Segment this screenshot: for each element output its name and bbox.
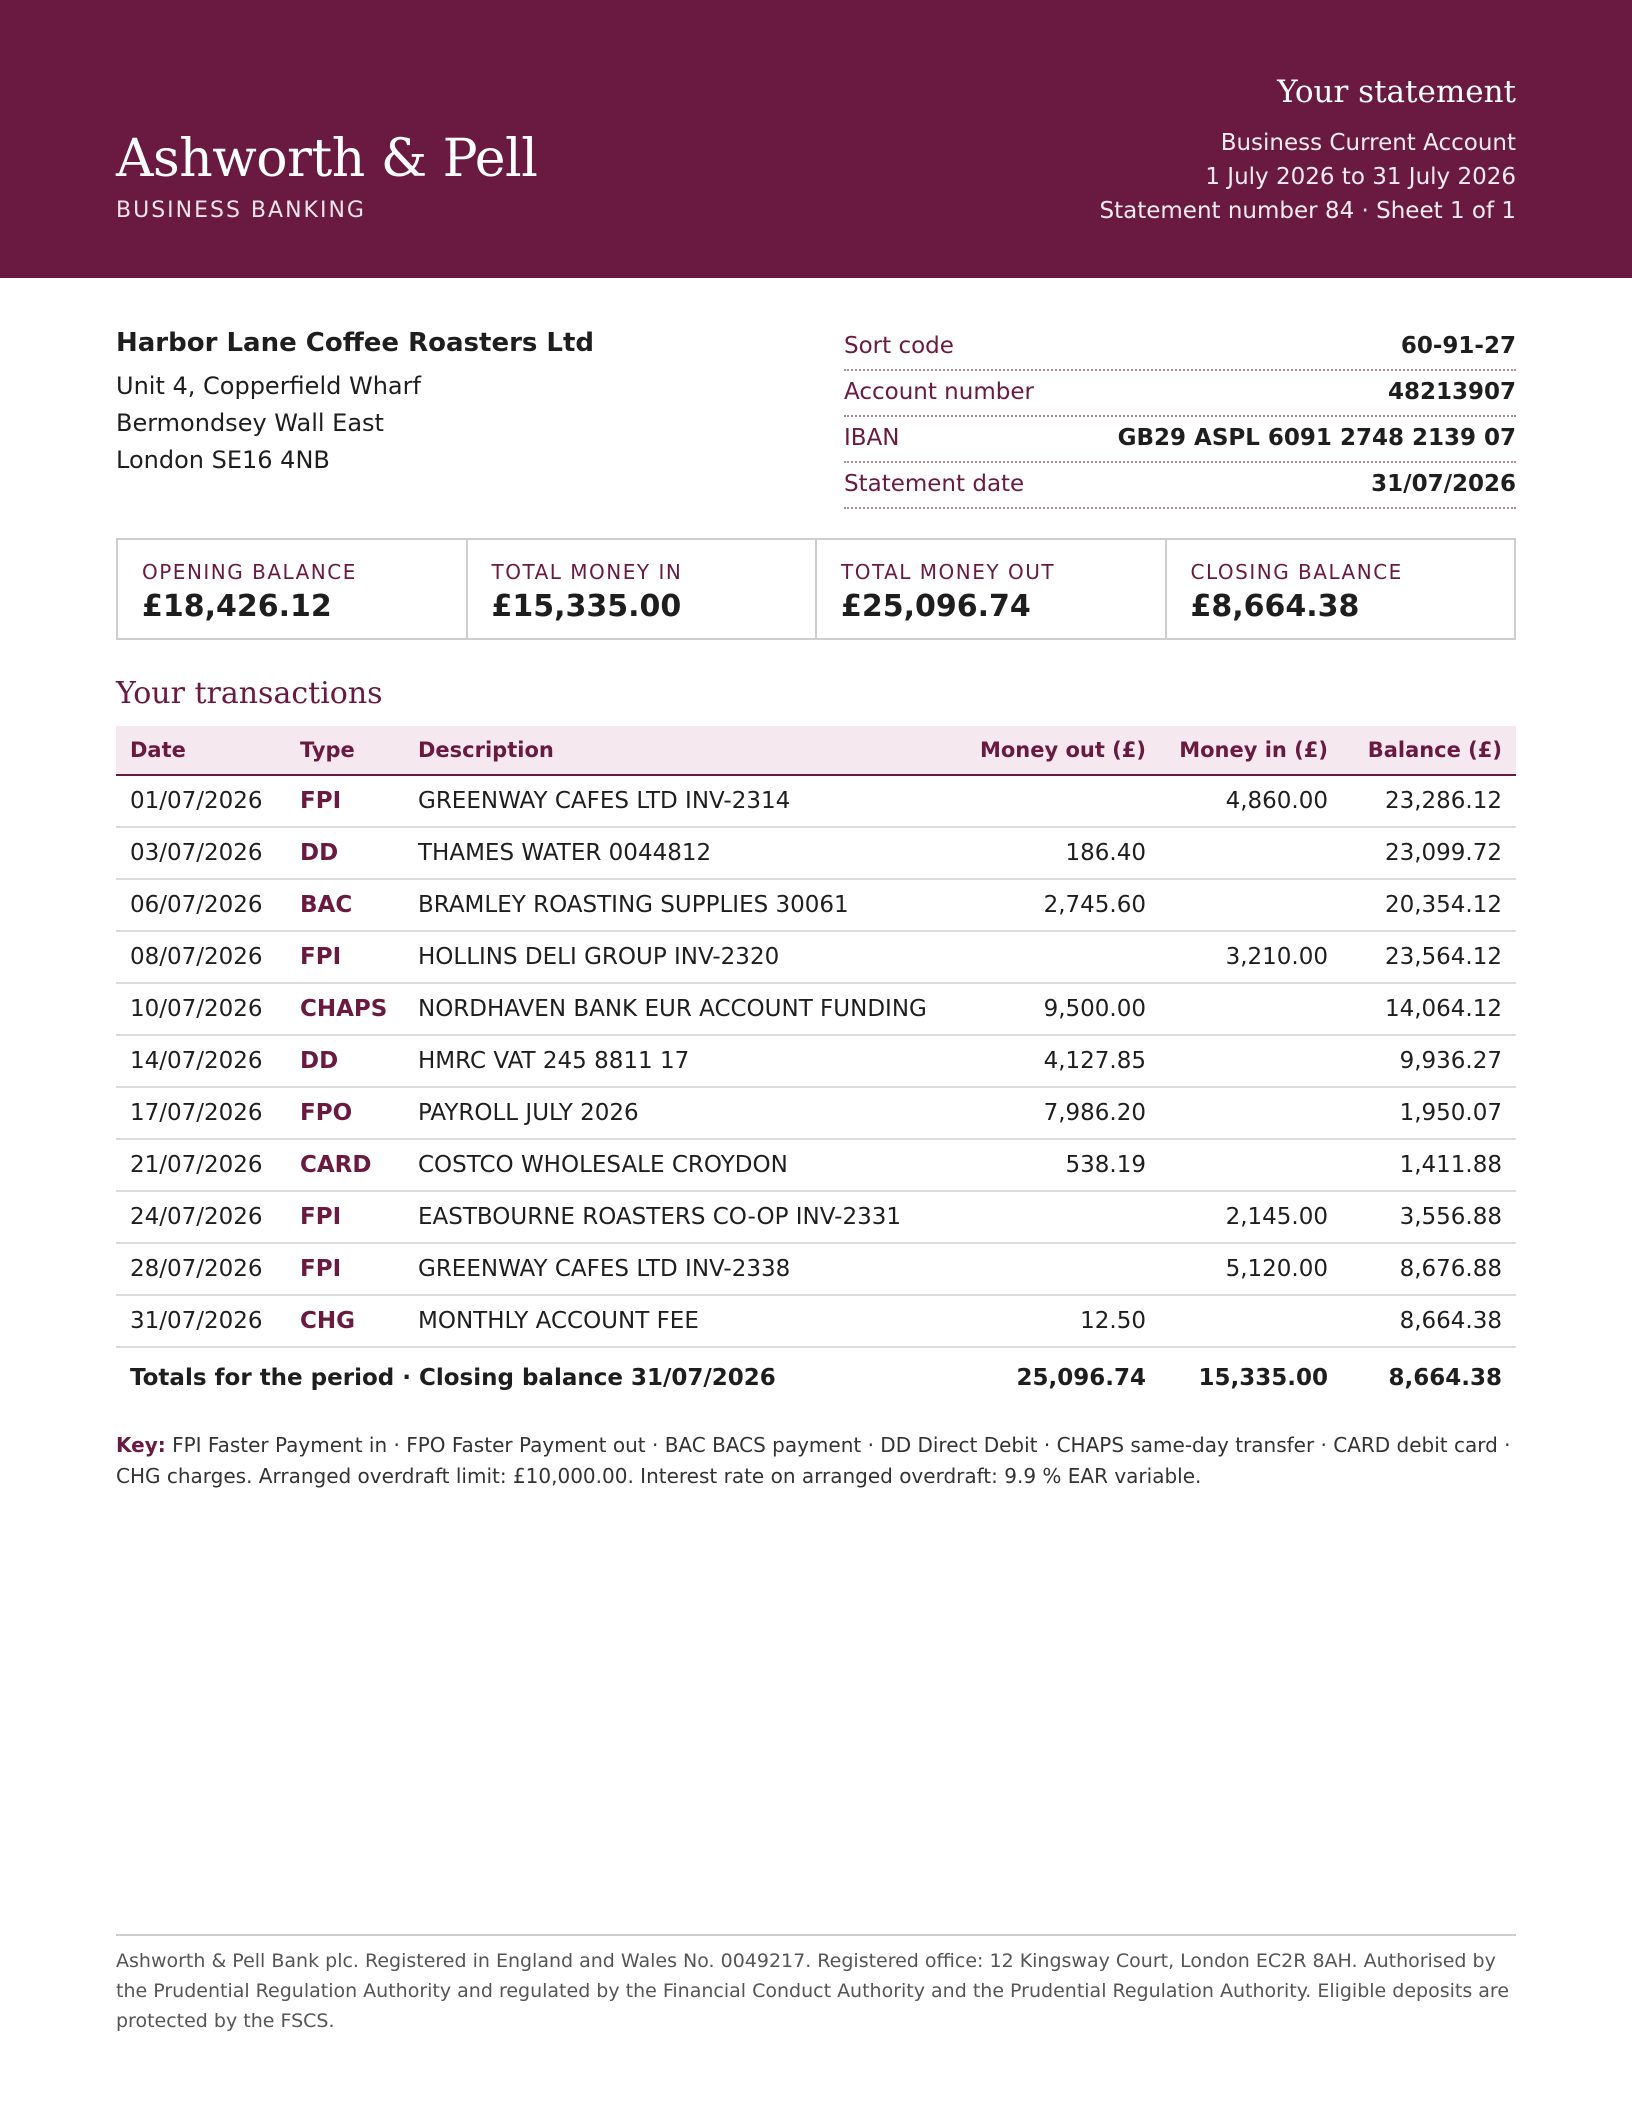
totals-money-out: 25,096.74 bbox=[1016, 1365, 1146, 1391]
cell-description: GREENWAY CAFES LTD INV-2338 bbox=[404, 1243, 964, 1295]
cell-balance: 23,564.12 bbox=[1342, 931, 1516, 983]
cell-money-in: 4,860.00 bbox=[1160, 775, 1342, 827]
address-line: Unit 4, Copperfield Wharf bbox=[116, 372, 421, 400]
detail-statement-date bbox=[844, 464, 1516, 509]
detail-sort-code bbox=[844, 326, 1516, 371]
cell-type: CHAPS bbox=[286, 983, 404, 1035]
cell-balance: 1,950.07 bbox=[1342, 1087, 1516, 1139]
detail-iban bbox=[844, 418, 1516, 463]
detail-account-number bbox=[844, 372, 1516, 417]
cell-money-in bbox=[1160, 1295, 1342, 1347]
cell-money-in bbox=[1160, 1139, 1342, 1191]
cell-date: 17/07/2026 bbox=[116, 1087, 286, 1139]
cell-description: EASTBOURNE ROASTERS CO-OP INV-2331 bbox=[404, 1191, 964, 1243]
cell-balance: 20,354.12 bbox=[1342, 879, 1516, 931]
bank-name: Ashworth & Pell bbox=[116, 129, 538, 189]
cell-money-out: 186.40 bbox=[964, 827, 1160, 879]
detail-value: 60-91-27 bbox=[1400, 333, 1516, 359]
customer-address-block bbox=[116, 324, 594, 479]
address-line: London SE16 4NB bbox=[116, 446, 330, 474]
cell-money-in bbox=[1160, 1035, 1342, 1087]
table-row bbox=[116, 1243, 1516, 1295]
cell-money-in: 3,210.00 bbox=[1160, 931, 1342, 983]
cell-money-in bbox=[1160, 983, 1342, 1035]
key-label: Key: bbox=[116, 1433, 166, 1457]
table-row bbox=[116, 775, 1516, 827]
summary-label: TOTAL MONEY IN bbox=[491, 560, 683, 584]
summary-closing-balance bbox=[1167, 540, 1515, 638]
totals-money-in: 15,335.00 bbox=[1198, 1365, 1328, 1391]
column-header-balance: Balance (£) bbox=[1342, 726, 1516, 775]
cell-money-out: 9,500.00 bbox=[964, 983, 1160, 1035]
cell-type: DD bbox=[286, 1035, 404, 1087]
summary-value: £18,426.12 bbox=[142, 589, 332, 624]
summary-value: £15,335.00 bbox=[491, 589, 682, 624]
summary-opening-balance bbox=[118, 540, 468, 638]
statement-title: Your statement bbox=[1277, 74, 1516, 110]
cell-date: 06/07/2026 bbox=[116, 879, 286, 931]
cell-description: GREENWAY CAFES LTD INV-2314 bbox=[404, 775, 964, 827]
statement-info bbox=[1100, 72, 1516, 228]
cell-type: FPI bbox=[286, 1191, 404, 1243]
cell-description: HOLLINS DELI GROUP INV-2320 bbox=[404, 931, 964, 983]
cell-balance: 14,064.12 bbox=[1342, 983, 1516, 1035]
detail-label: Statement date bbox=[844, 471, 1025, 497]
cell-money-in: 2,145.00 bbox=[1160, 1191, 1342, 1243]
summary-value: £8,664.38 bbox=[1190, 589, 1360, 624]
table-row bbox=[116, 983, 1516, 1035]
cell-description: THAMES WATER 0044812 bbox=[404, 827, 964, 879]
cell-date: 24/07/2026 bbox=[116, 1191, 286, 1243]
cell-date: 31/07/2026 bbox=[116, 1295, 286, 1347]
column-header-money-in: Money in (£) bbox=[1160, 726, 1342, 775]
totals-balance: 8,664.38 bbox=[1388, 1365, 1502, 1391]
table-row bbox=[116, 1139, 1516, 1191]
cell-money-in: 5,120.00 bbox=[1160, 1243, 1342, 1295]
cell-money-out: 4,127.85 bbox=[964, 1035, 1160, 1087]
cell-balance: 8,676.88 bbox=[1342, 1243, 1516, 1295]
detail-label: IBAN bbox=[844, 425, 900, 451]
footer-divider bbox=[116, 1934, 1516, 1936]
cell-date: 14/07/2026 bbox=[116, 1035, 286, 1087]
cell-money-out: 538.19 bbox=[964, 1139, 1160, 1191]
cell-money-out: 7,986.20 bbox=[964, 1087, 1160, 1139]
cell-date: 28/07/2026 bbox=[116, 1243, 286, 1295]
column-header-date: Date bbox=[116, 726, 286, 775]
transactions-table bbox=[116, 726, 1516, 1408]
cell-money-in bbox=[1160, 879, 1342, 931]
summary-total-money-out bbox=[817, 540, 1167, 638]
summary-label: OPENING BALANCE bbox=[142, 560, 357, 584]
detail-label: Sort code bbox=[844, 333, 954, 359]
cell-balance: 1,411.88 bbox=[1342, 1139, 1516, 1191]
cell-balance: 23,286.12 bbox=[1342, 775, 1516, 827]
cell-type: FPI bbox=[286, 931, 404, 983]
cell-balance: 23,099.72 bbox=[1342, 827, 1516, 879]
summary-total-money-in bbox=[468, 540, 818, 638]
cell-balance: 8,664.38 bbox=[1342, 1295, 1516, 1347]
cell-date: 08/07/2026 bbox=[116, 931, 286, 983]
table-header-row bbox=[116, 726, 1516, 775]
bank-brand bbox=[116, 128, 537, 223]
cell-date: 21/07/2026 bbox=[116, 1139, 286, 1191]
cell-description: PAYROLL JULY 2026 bbox=[404, 1087, 964, 1139]
cell-type: FPI bbox=[286, 1243, 404, 1295]
cell-type: FPO bbox=[286, 1087, 404, 1139]
cell-money-out bbox=[964, 931, 1160, 983]
cell-date: 10/07/2026 bbox=[116, 983, 286, 1035]
address-line: Bermondsey Wall East bbox=[116, 409, 384, 437]
account-type: Business Current Account bbox=[1220, 130, 1516, 156]
balance-summary bbox=[116, 538, 1516, 640]
cell-money-out bbox=[964, 1191, 1160, 1243]
cell-balance: 3,556.88 bbox=[1342, 1191, 1516, 1243]
cell-type: CHG bbox=[286, 1295, 404, 1347]
cell-description: NORDHAVEN BANK EUR ACCOUNT FUNDING bbox=[404, 983, 964, 1035]
transactions-body bbox=[116, 775, 1516, 1347]
bank-subtitle: BUSINESS BANKING bbox=[116, 198, 366, 223]
summary-value: £25,096.74 bbox=[841, 589, 1031, 624]
table-row bbox=[116, 879, 1516, 931]
summary-label: CLOSING BALANCE bbox=[1190, 560, 1403, 584]
detail-value: GB29 ASPL 6091 2748 2139 07 bbox=[1117, 425, 1516, 451]
cell-date: 03/07/2026 bbox=[116, 827, 286, 879]
key-text: FPI Faster Payment in · FPO Faster Payment out · BAC BACS payment · DD Direct Debit · CHAPS same-day transfer · CARD debit card · CHG charges. Arranged overdraft limit: £10,000.00. Interest rate on arranged overdraft: 9.9 % EAR variable. bbox=[116, 1433, 1511, 1488]
cell-money-out: 2,745.60 bbox=[964, 879, 1160, 931]
legal-footer: Ashworth & Pell Bank plc. Registered in England and Wales No. 0049217. Registered office: 12 Kingsway Court, London EC2R 8AH. Authorised by the Prudential Regulation Authority and regulated by the Financial Conduct Authority and the Prudential Regulation Authority. Eligible deposits are protected by the FSCS. bbox=[116, 1950, 1510, 2032]
table-row bbox=[116, 1035, 1516, 1087]
cell-description: HMRC VAT 245 8811 17 bbox=[404, 1035, 964, 1087]
cell-date: 01/07/2026 bbox=[116, 775, 286, 827]
customer-name: Harbor Lane Coffee Roasters Ltd bbox=[116, 328, 595, 358]
cell-type: DD bbox=[286, 827, 404, 879]
column-header-money-out: Money out (£) bbox=[964, 726, 1160, 775]
table-row bbox=[116, 827, 1516, 879]
detail-value: 48213907 bbox=[1387, 379, 1516, 405]
cell-money-out bbox=[964, 775, 1160, 827]
header-banner bbox=[0, 0, 1632, 278]
cell-description: BRAMLEY ROASTING SUPPLIES 30061 bbox=[404, 879, 964, 931]
cell-description: MONTHLY ACCOUNT FEE bbox=[404, 1295, 964, 1347]
cell-description: COSTCO WHOLESALE CROYDON bbox=[404, 1139, 964, 1191]
table-row bbox=[116, 1087, 1516, 1139]
totals-row bbox=[116, 1347, 1516, 1408]
cell-type: FPI bbox=[286, 775, 404, 827]
cell-money-in bbox=[1160, 827, 1342, 879]
transaction-key bbox=[116, 1430, 1516, 1492]
statement-period: 1 July 2026 to 31 July 2026 bbox=[1205, 164, 1516, 190]
detail-label: Account number bbox=[844, 379, 1034, 405]
account-details bbox=[844, 326, 1516, 510]
summary-label: TOTAL MONEY OUT bbox=[841, 560, 1056, 584]
detail-value: 31/07/2026 bbox=[1371, 471, 1516, 497]
column-header-description: Description bbox=[404, 726, 964, 775]
transactions-title: Your transactions bbox=[116, 676, 383, 711]
cell-money-out bbox=[964, 1243, 1160, 1295]
cell-type: BAC bbox=[286, 879, 404, 931]
table-row bbox=[116, 1295, 1516, 1347]
statement-number: Statement number 84 · Sheet 1 of 1 bbox=[1099, 198, 1516, 224]
cell-money-out: 12.50 bbox=[964, 1295, 1160, 1347]
cell-money-in bbox=[1160, 1087, 1342, 1139]
cell-type: CARD bbox=[286, 1139, 404, 1191]
table-row bbox=[116, 931, 1516, 983]
column-header-type: Type bbox=[286, 726, 404, 775]
cell-balance: 9,936.27 bbox=[1342, 1035, 1516, 1087]
table-row bbox=[116, 1191, 1516, 1243]
totals-label: Totals for the period · Closing balance 31/07/2026 bbox=[130, 1365, 776, 1391]
